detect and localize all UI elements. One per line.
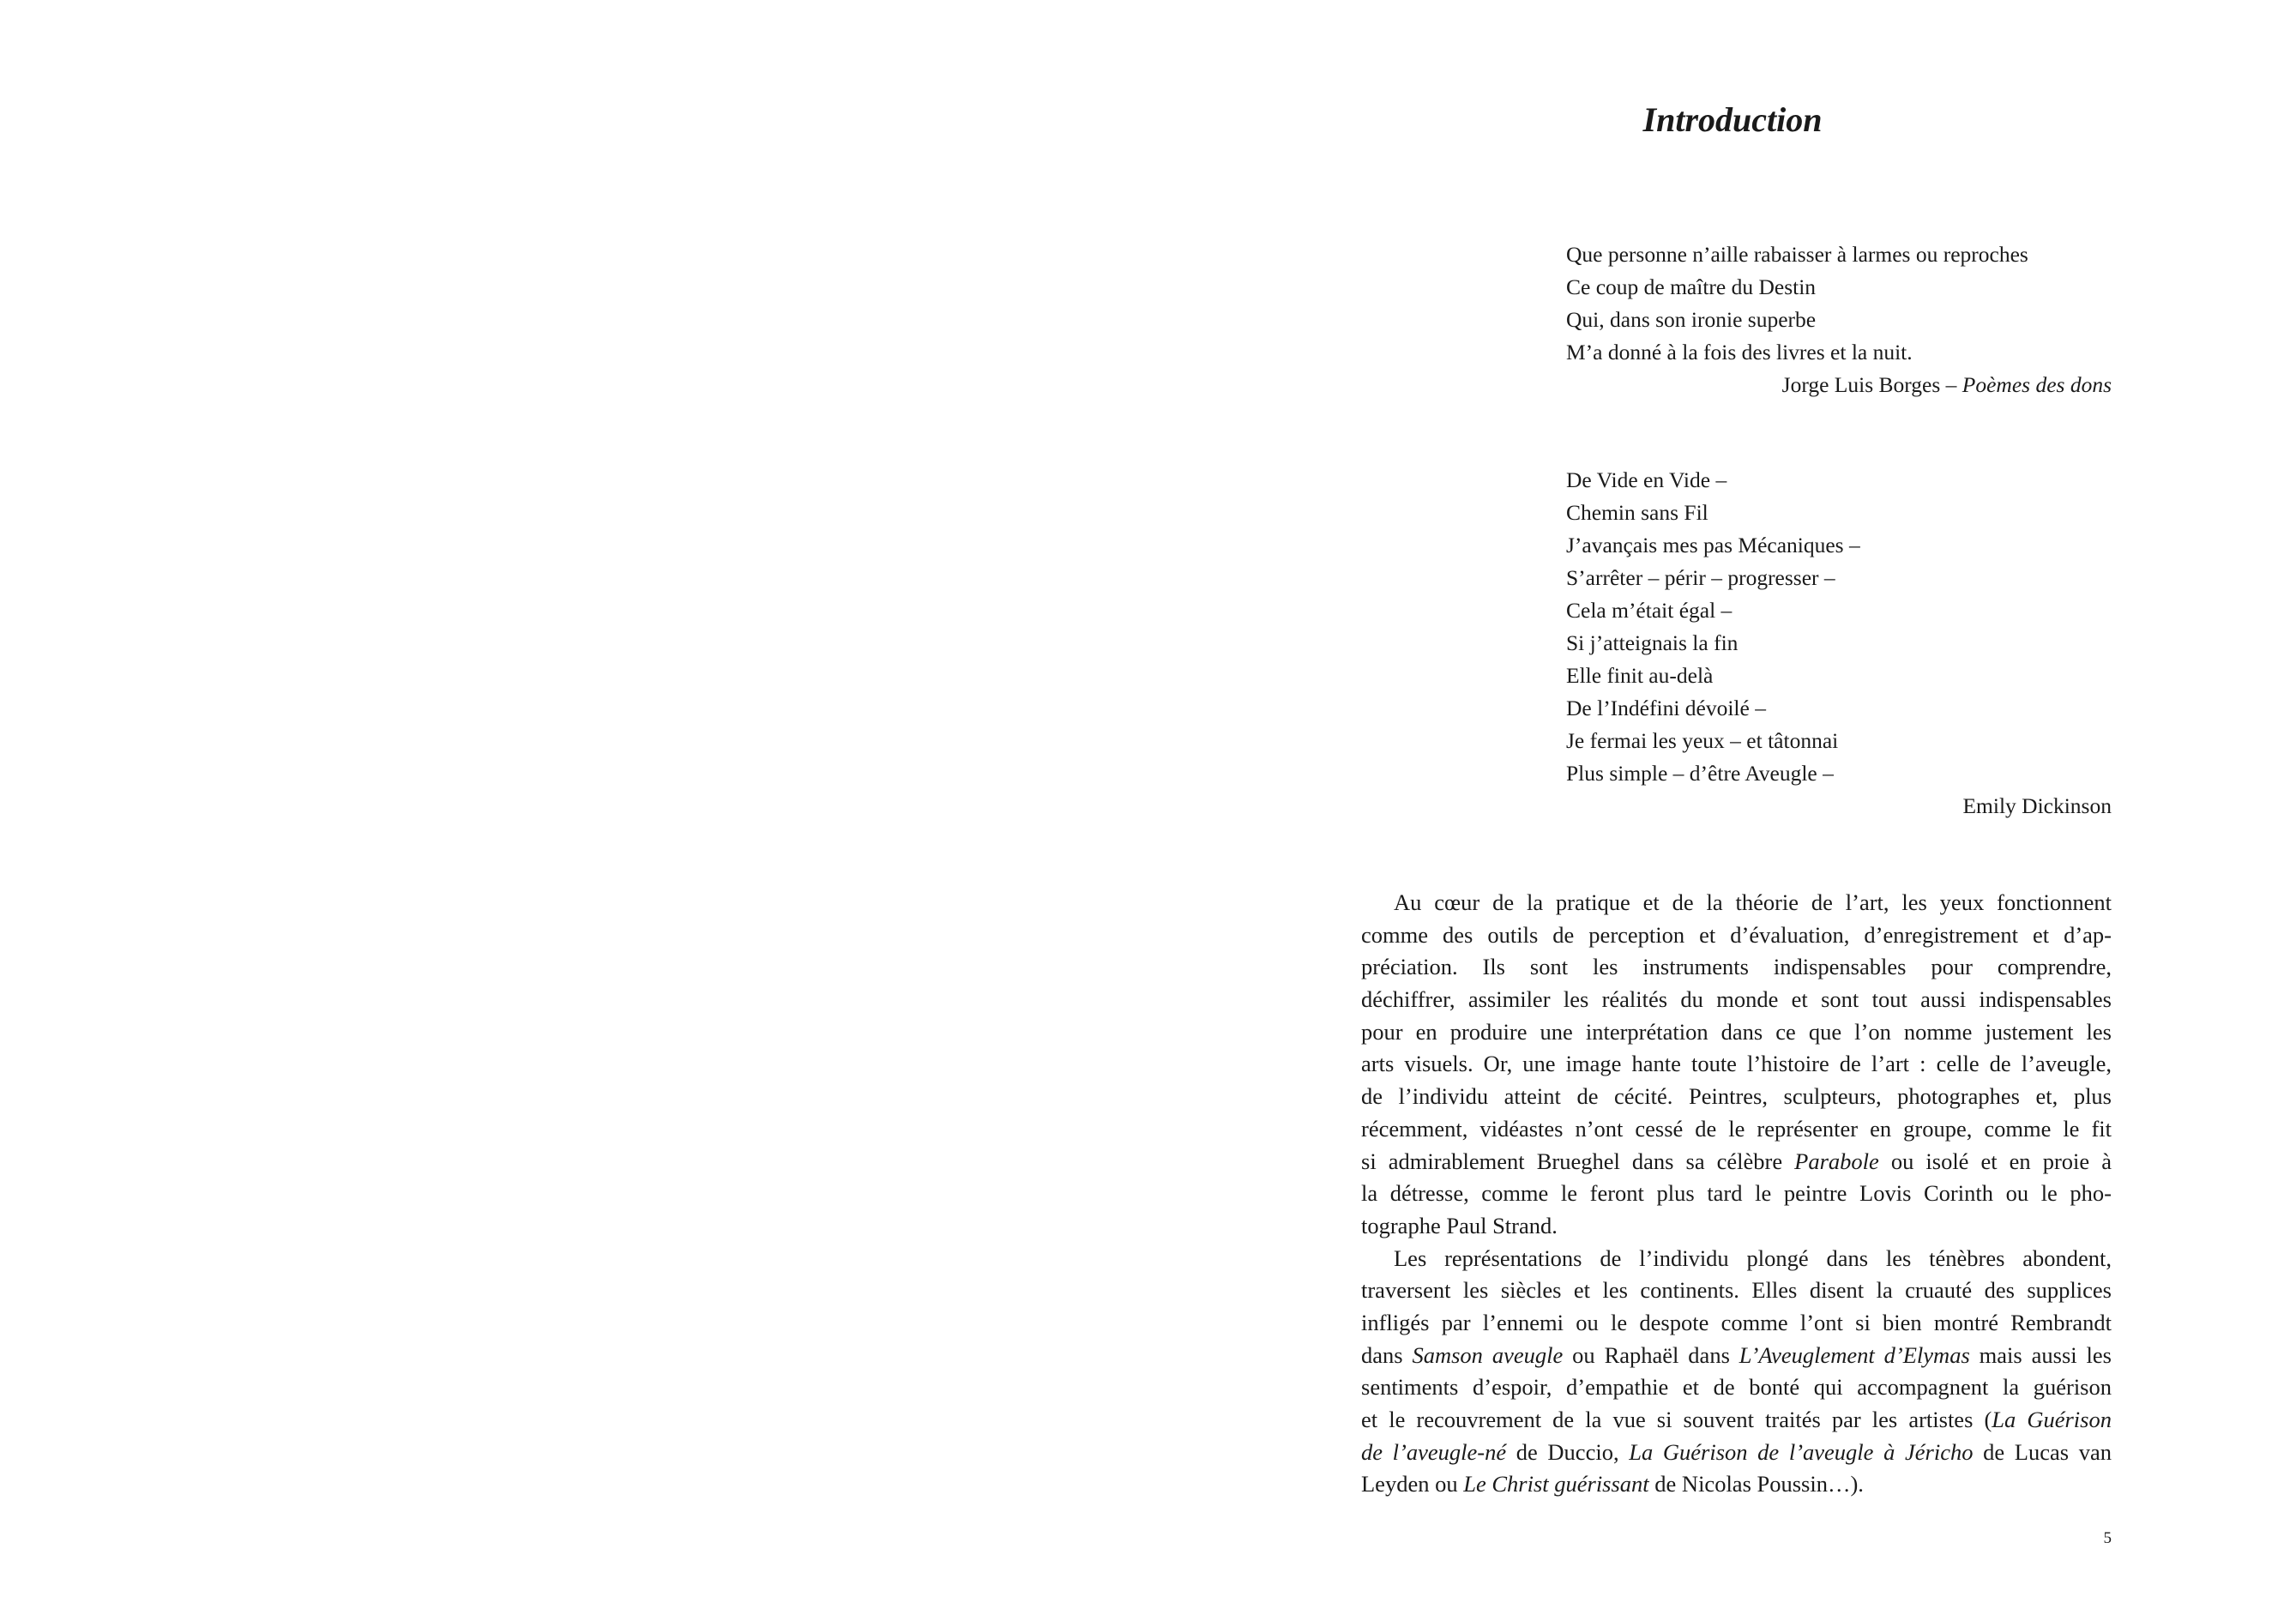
text-line: infligés par l’ennemi ou le despote comme l’ont si bien montré Rembrandt — [1361, 1309, 2112, 1335]
text-line: pour en produire une interprétation dans ce que l’on nomme justement les — [1361, 1018, 2112, 1045]
text-line — [1361, 1437, 2112, 1469]
text-run: de Lucas van — [1973, 1438, 2112, 1465]
epigraph-line: Elle finit au-delà — [1566, 663, 1714, 688]
chapter-title: Introduction — [1642, 100, 1823, 139]
epigraph-line: De Vide en Vide – — [1566, 467, 1727, 492]
text-line: Les représentations de l’individu plongé dans les ténèbres abondent, — [1394, 1244, 2112, 1271]
text-run: de Nicolas Poussin…). — [1648, 1471, 1864, 1497]
text-line: la détresse, comme le feront plus tard le peintre Lovis Corinth ou le pho- — [1361, 1180, 2112, 1207]
text-line: arts visuels. Or, une image hante toute l’histoire de l’art : celle de l’aveugle, — [1361, 1051, 2112, 1077]
epigraph-line: Que personne n’aille rabaisser à larmes ou reproches — [1566, 242, 2028, 267]
epigraph-line: S’arrêter – périr – progresser – — [1566, 565, 1835, 590]
epigraph-line: Plus simple – d’être Aveugle – — [1566, 761, 1834, 786]
epigraph-line: Cela m’était égal – — [1566, 598, 1733, 623]
text-line — [1361, 1468, 2112, 1501]
artwork-title: La Guérison — [1992, 1407, 2112, 1432]
artwork-title: L’Aveuglement d’Elymas — [1739, 1341, 1970, 1368]
text-run: ou isolé et en proie à — [1878, 1148, 2112, 1174]
text-line — [1361, 1340, 2112, 1372]
epigraph-line: Chemin sans Fil — [1566, 500, 1708, 525]
epigraph-work: Poèmes des dons — [1962, 372, 2112, 397]
epigraph-dickinson — [1566, 464, 2112, 823]
text-run: et le recouvrement de la vue si souvent traités par les artistes ( — [1361, 1407, 1992, 1432]
artwork-title: Le Christ guérissant — [1463, 1471, 1649, 1497]
epigraph-attribution — [1566, 369, 2112, 401]
text-run: dans — [1361, 1341, 1413, 1368]
text-run: si admirablement Brueghel dans sa célèbre — [1361, 1148, 1795, 1174]
text-line: préciation. Ils sont les instruments indispensables pour comprendre, — [1361, 954, 2112, 980]
artwork-title: La Guérison de l’aveugle à Jéricho — [1629, 1438, 1974, 1465]
text-line — [1361, 1404, 2112, 1437]
epigraph-line: M’a donné à la fois des livres et la nuit. — [1566, 340, 1913, 365]
epigraph-line: J’avançais mes pas Mécaniques – — [1566, 533, 1860, 557]
epigraph-attribution: Emily Dickinson — [1962, 793, 2112, 818]
epigraph-borges — [1566, 238, 2112, 401]
text-line — [1361, 1146, 2112, 1178]
page-number: 5 — [2103, 1529, 2112, 1547]
text-line: de l’individu atteint de cécité. Peintres, sculpteurs, photographes et, plus — [1361, 1083, 2112, 1110]
text-line: traversent les siècles et les continents. Elles disent la cruauté des supplices — [1361, 1277, 2112, 1304]
epigraph-line: Je fermai les yeux – et tâtonnai — [1566, 728, 1839, 753]
text-line: Au cœur de la pratique et de la théorie de l’art, les yeux fonctionnent — [1394, 889, 2112, 915]
artwork-title: Samson aveugle — [1412, 1341, 1564, 1368]
text-run: ou Raphaël dans — [1563, 1341, 1739, 1368]
epigraph-line: Ce coup de maître du Destin — [1566, 274, 1817, 299]
text-line: sentiments d’espoir, d’empathie et de bonté qui accompagnent la guérison — [1361, 1374, 2112, 1401]
text-line: déchiffrer, assimiler les réalités du monde et sont tout aussi indispensables — [1361, 986, 2112, 1013]
artwork-title: Parabole — [1794, 1148, 1879, 1174]
text-run: de Duccio, — [1506, 1438, 1630, 1465]
paragraph-1 — [1361, 887, 2112, 1243]
text-line: tographe Paul Strand. — [1361, 1212, 1558, 1238]
paragraph-2 — [1361, 1243, 2112, 1502]
text-line: comme des outils de perception et d’évaluation, d’enregistrement et d’ap- — [1361, 921, 2112, 948]
text-run: mais aussi les — [1969, 1341, 2112, 1368]
text-line: récemment, vidéastes n’ont cessé de le représenter en groupe, comme le fit — [1361, 1115, 2112, 1142]
artwork-title: de l’aveugle-né — [1361, 1438, 1507, 1465]
epigraph-line: Qui, dans son ironie superbe — [1566, 307, 1817, 332]
epigraph-line: Si j’atteignais la fin — [1566, 630, 1739, 655]
text-run: Leyden ou — [1361, 1471, 1464, 1497]
body-text — [1361, 887, 2112, 1501]
epigraph-line: De l’Indéfini dévoilé – — [1566, 696, 1766, 720]
epigraph-author: Jorge Luis Borges – — [1781, 372, 1957, 397]
